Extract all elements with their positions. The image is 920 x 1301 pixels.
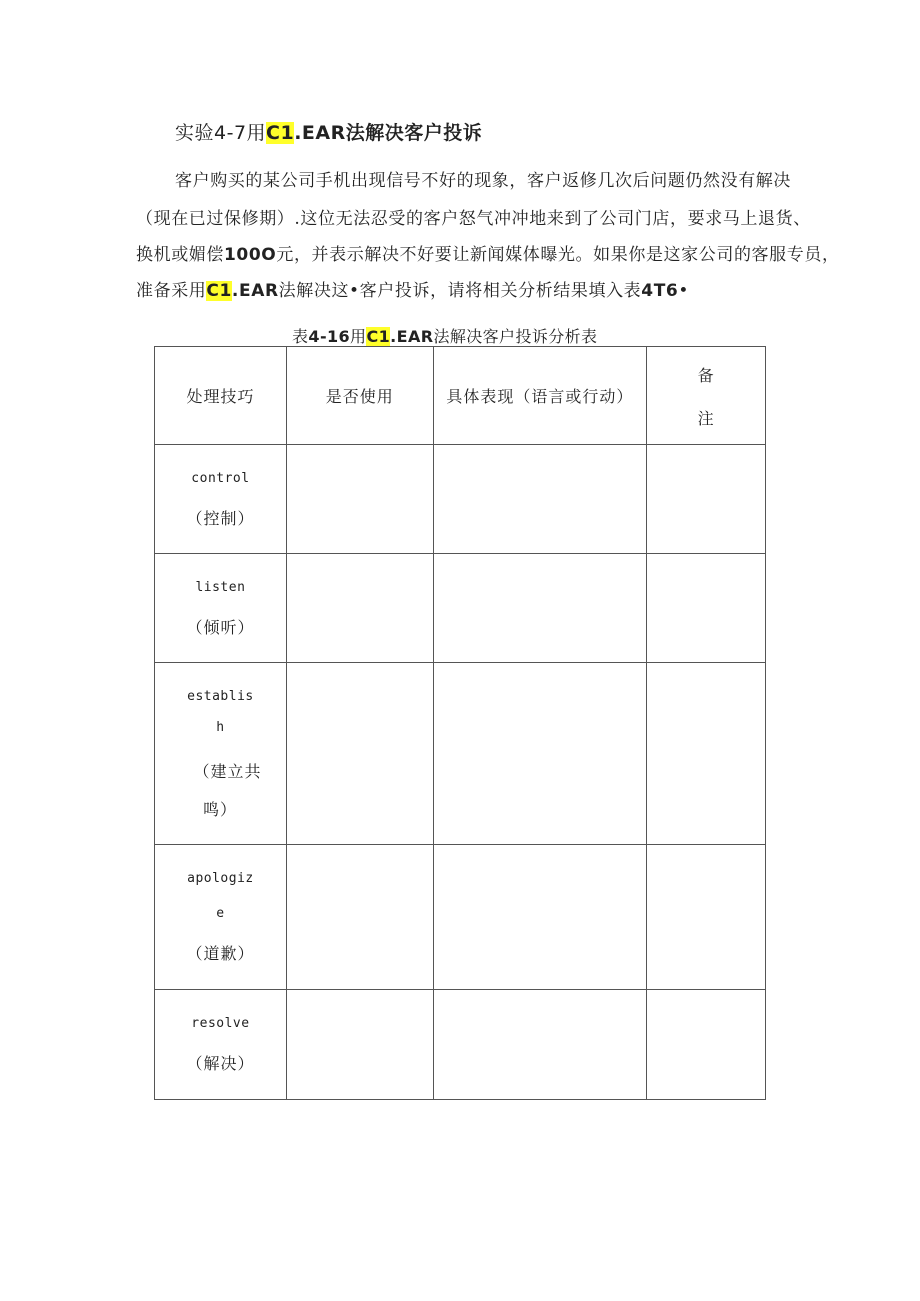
- used-cell[interactable]: [286, 445, 433, 554]
- caption-highlight: C1: [366, 327, 391, 346]
- table-row: [155, 445, 766, 554]
- technique-cn: （道歉）: [186, 944, 255, 963]
- technique-cell-resolve: [155, 990, 287, 1100]
- paragraph-amount: 100O: [224, 245, 277, 265]
- used-cell[interactable]: [286, 663, 433, 845]
- title-suffix: .EAR法解决客户投诉: [294, 122, 483, 144]
- remarks-cell[interactable]: [647, 845, 766, 990]
- paragraph-line-2: （现在已过保修期）.这位无法忍受的客户怒气冲冲地来到了公司门店，要求马上退货、: [136, 209, 811, 229]
- header-details: 具体表现（语言或行动）: [433, 347, 647, 445]
- technique-cell-establish: [155, 663, 287, 845]
- table-row: [155, 554, 766, 663]
- header-remarks-b: 注: [697, 408, 715, 428]
- technique-cn: （倾听）: [186, 617, 255, 637]
- paragraph-line-3-c: 元，并表示解决不好要让新闻媒体曝光。如果你是这家公司的客服专员，: [276, 245, 840, 265]
- paragraph-table-ref: 4T6: [641, 281, 679, 301]
- details-cell[interactable]: [433, 445, 647, 554]
- paragraph-line-4: [136, 276, 689, 301]
- used-cell[interactable]: [286, 554, 433, 663]
- used-cell[interactable]: [286, 845, 433, 990]
- header-used: 是否使用: [286, 347, 433, 445]
- technique-cell-apologize: [155, 845, 287, 990]
- technique-cn-cont: 鸣）: [203, 799, 238, 819]
- technique-en-cont: e: [216, 906, 225, 921]
- remarks-cell[interactable]: [647, 990, 766, 1100]
- technique-en: control: [191, 470, 250, 486]
- paragraph-line-4-a: 准备采用: [136, 281, 207, 301]
- details-cell[interactable]: [433, 663, 647, 845]
- details-cell[interactable]: [433, 554, 647, 663]
- caption-a: 表: [292, 327, 309, 346]
- page-title: [175, 118, 482, 145]
- header-remarks-a: 备: [697, 365, 715, 385]
- caption-e: 法解决客户投诉分析表: [433, 327, 598, 346]
- technique-cell-listen: [155, 554, 287, 663]
- table-header-row: [155, 347, 766, 445]
- remarks-cell[interactable]: [647, 554, 766, 663]
- paragraph-line-4-e: •: [678, 281, 689, 301]
- caption-d: .EAR: [390, 327, 434, 346]
- used-cell[interactable]: [286, 990, 433, 1100]
- remarks-cell[interactable]: [647, 663, 766, 845]
- caption-number: 4-16: [308, 327, 351, 346]
- remarks-cell[interactable]: [647, 445, 766, 554]
- details-cell[interactable]: [433, 845, 647, 990]
- analysis-table: [154, 346, 766, 1100]
- paragraph-line-3: [136, 240, 840, 265]
- technique-en: resolve: [191, 1016, 250, 1031]
- table-row: [155, 990, 766, 1100]
- paragraph-line-4-b: .EAR: [231, 281, 279, 301]
- details-cell[interactable]: [433, 990, 647, 1100]
- technique-cn: （解决）: [186, 1054, 255, 1073]
- technique-cn: （控制）: [186, 508, 255, 528]
- table-row: [155, 845, 766, 990]
- technique-en: establis: [187, 688, 254, 704]
- header-remarks: [647, 347, 766, 445]
- title-prefix: 实验4-7用: [175, 122, 267, 144]
- caption-c: 用: [350, 327, 367, 346]
- paragraph-highlight: C1: [206, 281, 232, 301]
- header-technique: 处理技巧: [155, 347, 287, 445]
- technique-cn: （建立共: [193, 761, 262, 781]
- table-caption: [292, 324, 597, 347]
- technique-en: listen: [195, 579, 246, 595]
- table-row: [155, 663, 766, 845]
- paragraph-line-4-c: 法解决这•客户投诉，请将相关分析结果填入表: [278, 281, 642, 301]
- technique-cell-control: [155, 445, 287, 554]
- paragraph-line-1: 客户购买的某公司手机出现信号不好的现象，客户返修几次后问题仍然没有解决: [175, 171, 791, 191]
- technique-en: apologiz: [187, 871, 254, 886]
- paragraph-line-3-a: 换机或媚偿: [136, 245, 224, 265]
- technique-en-cont: h: [216, 719, 225, 735]
- title-highlight: C1: [266, 122, 295, 144]
